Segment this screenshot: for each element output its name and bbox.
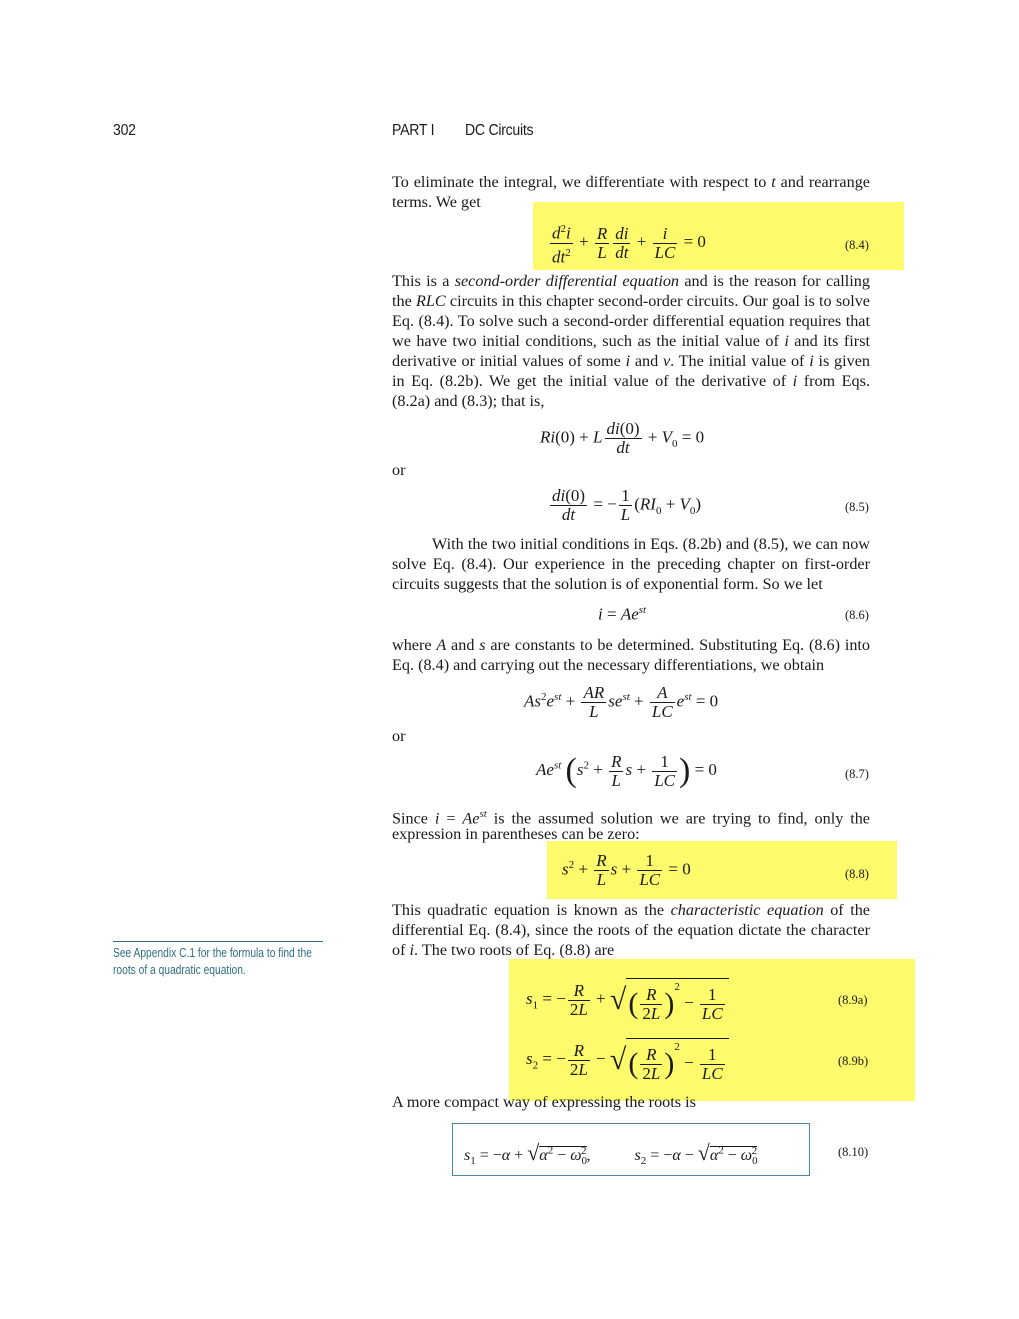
equation-initial-derivative: Ri(0) + L $\frac{di(0)}{dt}$ + $V_0 = 0$ xyxy=(540,419,705,457)
equation-label: (8.5) xyxy=(845,500,869,514)
text-line: Eq. (8.4). To solve such a second-order differential equation requires that xyxy=(392,312,870,330)
equation-8-8: $s^2$ + $\frac{R}{L}$ s + $\frac{1}{LC}$ = 0 xyxy=(562,851,691,889)
paragraph-6 xyxy=(392,900,870,960)
equation-8-9a: $s_1$ = − $\frac{R}{2L}$ + √( $\frac{R}{2L}$ )$^2$ − $\frac{1}{LC}$ xyxy=(526,978,729,1023)
text-line: we have two initial conditions, such as the initial value of i and its first xyxy=(392,332,870,350)
text-line: (8.2a) and (8.3); that is, xyxy=(392,392,545,410)
text-line: This quadratic equation is known as the characteristic equation of the xyxy=(392,901,870,919)
text-line: To eliminate the integral, we differentiate with respect to t and rearrange xyxy=(392,173,870,191)
equation-label: (8.9b) xyxy=(838,1054,869,1068)
paragraph-3 xyxy=(392,534,870,594)
part-label: PART I xyxy=(392,122,435,139)
equation-label: (8.9a) xyxy=(838,993,868,1007)
paragraph-7: A more compact way of expressing the roots is xyxy=(392,1093,696,1111)
text-line: derivative or initial values of some i and v. The initial value of i is given xyxy=(392,352,870,370)
paragraph-2 xyxy=(392,271,870,411)
sidebar-note: See Appendix C.1 for the formula to find the roots of a quadratic equation. xyxy=(113,946,312,977)
equation-8-6: $i = Ae^{st}$ xyxy=(598,604,647,624)
text-line: This is a second-order differential equation and is the reason for calling xyxy=(392,272,870,290)
equation-substituted: $As^2e^{st}$ + $\frac{AR}{L}$ $se^{st}$ + $\frac{A}{LC}$ $e^{st} = 0$ xyxy=(524,683,719,721)
text-line: expression in parentheses can be zero: xyxy=(392,825,640,843)
equation-8-7: $Ae^{st}$ ($s^2$ + $\frac{R}{L}$ s + $\frac{1}{LC}$ ) = 0 xyxy=(536,751,717,790)
connector-or: or xyxy=(392,727,406,745)
paragraph-5 xyxy=(392,804,870,844)
paragraph-4 xyxy=(392,635,870,675)
text-line: Eq. (8.4) and carrying out the necessary differentiations, we obtain xyxy=(392,656,825,674)
text-line: terms. We get xyxy=(392,193,481,211)
text-line: where A and s are constants to be determined. Substituting Eq. (8.6) into xyxy=(392,636,871,654)
text-line: circuits suggests that the solution is of exponential form. So we let xyxy=(392,575,823,593)
section-title: DC Circuits xyxy=(465,122,534,139)
equation-label: (8.7) xyxy=(845,767,869,781)
text-line: With the two initial conditions in Eqs. (8.2b) and (8.5), we can now xyxy=(432,535,870,553)
equation-label: (8.6) xyxy=(845,608,869,622)
text-line: differential Eq. (8.4), since the roots of the equation dictate the character xyxy=(392,921,870,939)
text-line: solve Eq. (8.4). Our experience in the preceding chapter on first-order xyxy=(392,555,870,573)
equation-8-10: $s_1 = -\alpha + √\alpha^2 - \omega_0^2$, $s_2 = -\alpha - √\alpha^2 - \omega_0^2$ xyxy=(464,1140,758,1168)
text-line: of i. The two roots of Eq. (8.8) are xyxy=(392,941,615,959)
equation-8-5: $\frac{di(0)}{dt}$ = − $\frac{1}{L}$ $(RI_0 + V_0)$ xyxy=(552,486,702,524)
text-line: in Eq. (8.2b). We get the initial value of the derivative of i from Eqs. xyxy=(392,372,870,390)
equation-8-4: $\frac{d^2i}{dt^2}$ + $\frac{R}{L}$ $\frac{di}{dt}$ + $\frac{i}{LC}$ = 0 xyxy=(548,220,706,266)
sidebar-rule xyxy=(113,941,323,942)
text-line: the RLC circuits in this chapter second-order circuits. Our goal is to solve xyxy=(392,292,870,310)
connector-or: or xyxy=(392,461,406,479)
text-line: Since $i = Ae^{st}$ is the assumed solution we are trying to find, only the xyxy=(392,808,870,828)
equation-label: (8.4) xyxy=(845,238,869,252)
paragraph-1 xyxy=(392,172,870,212)
equation-label: (8.10) xyxy=(838,1145,869,1159)
equation-8-9b: $s_2$ = − $\frac{R}{2L}$ − √( $\frac{R}{2L}$ )$^2$ − $\frac{1}{LC}$ xyxy=(526,1038,729,1083)
equation-label: (8.8) xyxy=(845,867,869,881)
page-number: 302 xyxy=(113,122,136,139)
